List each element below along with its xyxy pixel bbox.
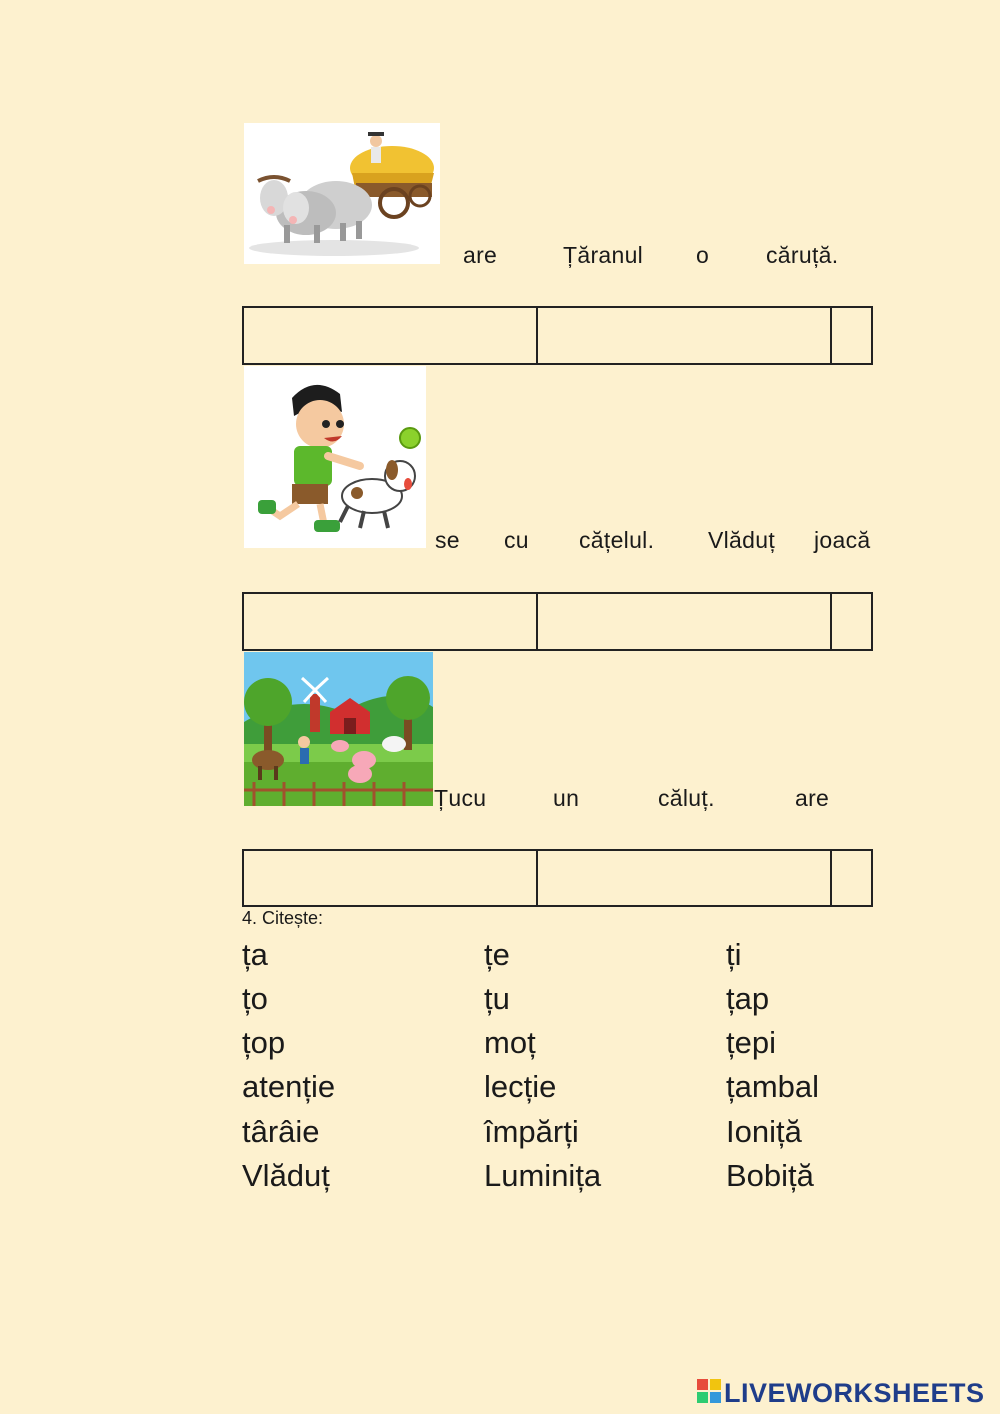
answer-row-1 <box>242 306 873 365</box>
reading-word: țap <box>726 981 770 1016</box>
reading-word: țop <box>242 1025 286 1060</box>
reading-word: țo <box>242 981 268 1016</box>
reading-word: Bobiță <box>726 1158 814 1193</box>
boy-dog-image <box>244 366 426 548</box>
reading-word: Vlăduț <box>242 1158 330 1193</box>
reading-word: târâie <box>242 1114 320 1149</box>
reading-word: ța <box>242 937 268 972</box>
reading-word: lecție <box>484 1069 557 1104</box>
reading-word: ți <box>726 937 742 972</box>
farm-animals-image <box>244 652 433 806</box>
reading-word: Luminița <box>484 1158 602 1193</box>
farmer-ox-cart-image <box>244 123 440 264</box>
scrambled-word: un <box>553 785 580 811</box>
scrambled-word: are <box>463 242 498 268</box>
scrambled-word: o <box>696 242 710 268</box>
liveworksheets-logo[interactable] <box>697 1378 985 1409</box>
reading-word: atenție <box>242 1069 336 1104</box>
answer-field[interactable] <box>244 594 536 649</box>
scrambled-word: căluț. <box>658 785 715 811</box>
answer-field[interactable] <box>244 851 536 905</box>
scrambled-word: are <box>795 785 830 811</box>
scrambled-word: Țucu <box>434 785 487 811</box>
reading-word: țe <box>484 937 510 972</box>
scrambled-word: se <box>435 527 460 553</box>
scrambled-word: cățelul. <box>579 527 655 553</box>
reading-word: moț <box>484 1025 536 1060</box>
answer-field[interactable] <box>830 851 1000 905</box>
reading-word: țepi <box>726 1025 776 1060</box>
scrambled-word: Vlăduț <box>708 527 776 553</box>
scrambled-word: joacă <box>814 527 871 553</box>
reading-word: împărți <box>484 1114 579 1149</box>
reading-word: Ioniță <box>726 1114 802 1149</box>
scrambled-word: căruță. <box>766 242 839 268</box>
answer-field[interactable] <box>536 594 830 649</box>
liveworksheets-logo-icon <box>697 1379 721 1408</box>
logo-text: LIVEWORKSHEETS <box>724 1378 985 1408</box>
answer-field[interactable] <box>244 308 536 363</box>
answer-field[interactable] <box>536 851 830 905</box>
answer-row-2 <box>242 592 873 651</box>
answer-field[interactable] <box>536 308 830 363</box>
reading-word: țambal <box>726 1069 820 1104</box>
scrambled-word: cu <box>504 527 529 553</box>
scrambled-word: Țăranul <box>563 242 644 268</box>
answer-field[interactable] <box>830 308 1000 363</box>
reading-title: 4. Citește: <box>242 908 324 928</box>
answer-field[interactable] <box>830 594 1000 649</box>
reading-word: țu <box>484 981 510 1016</box>
answer-row-3 <box>242 849 873 907</box>
